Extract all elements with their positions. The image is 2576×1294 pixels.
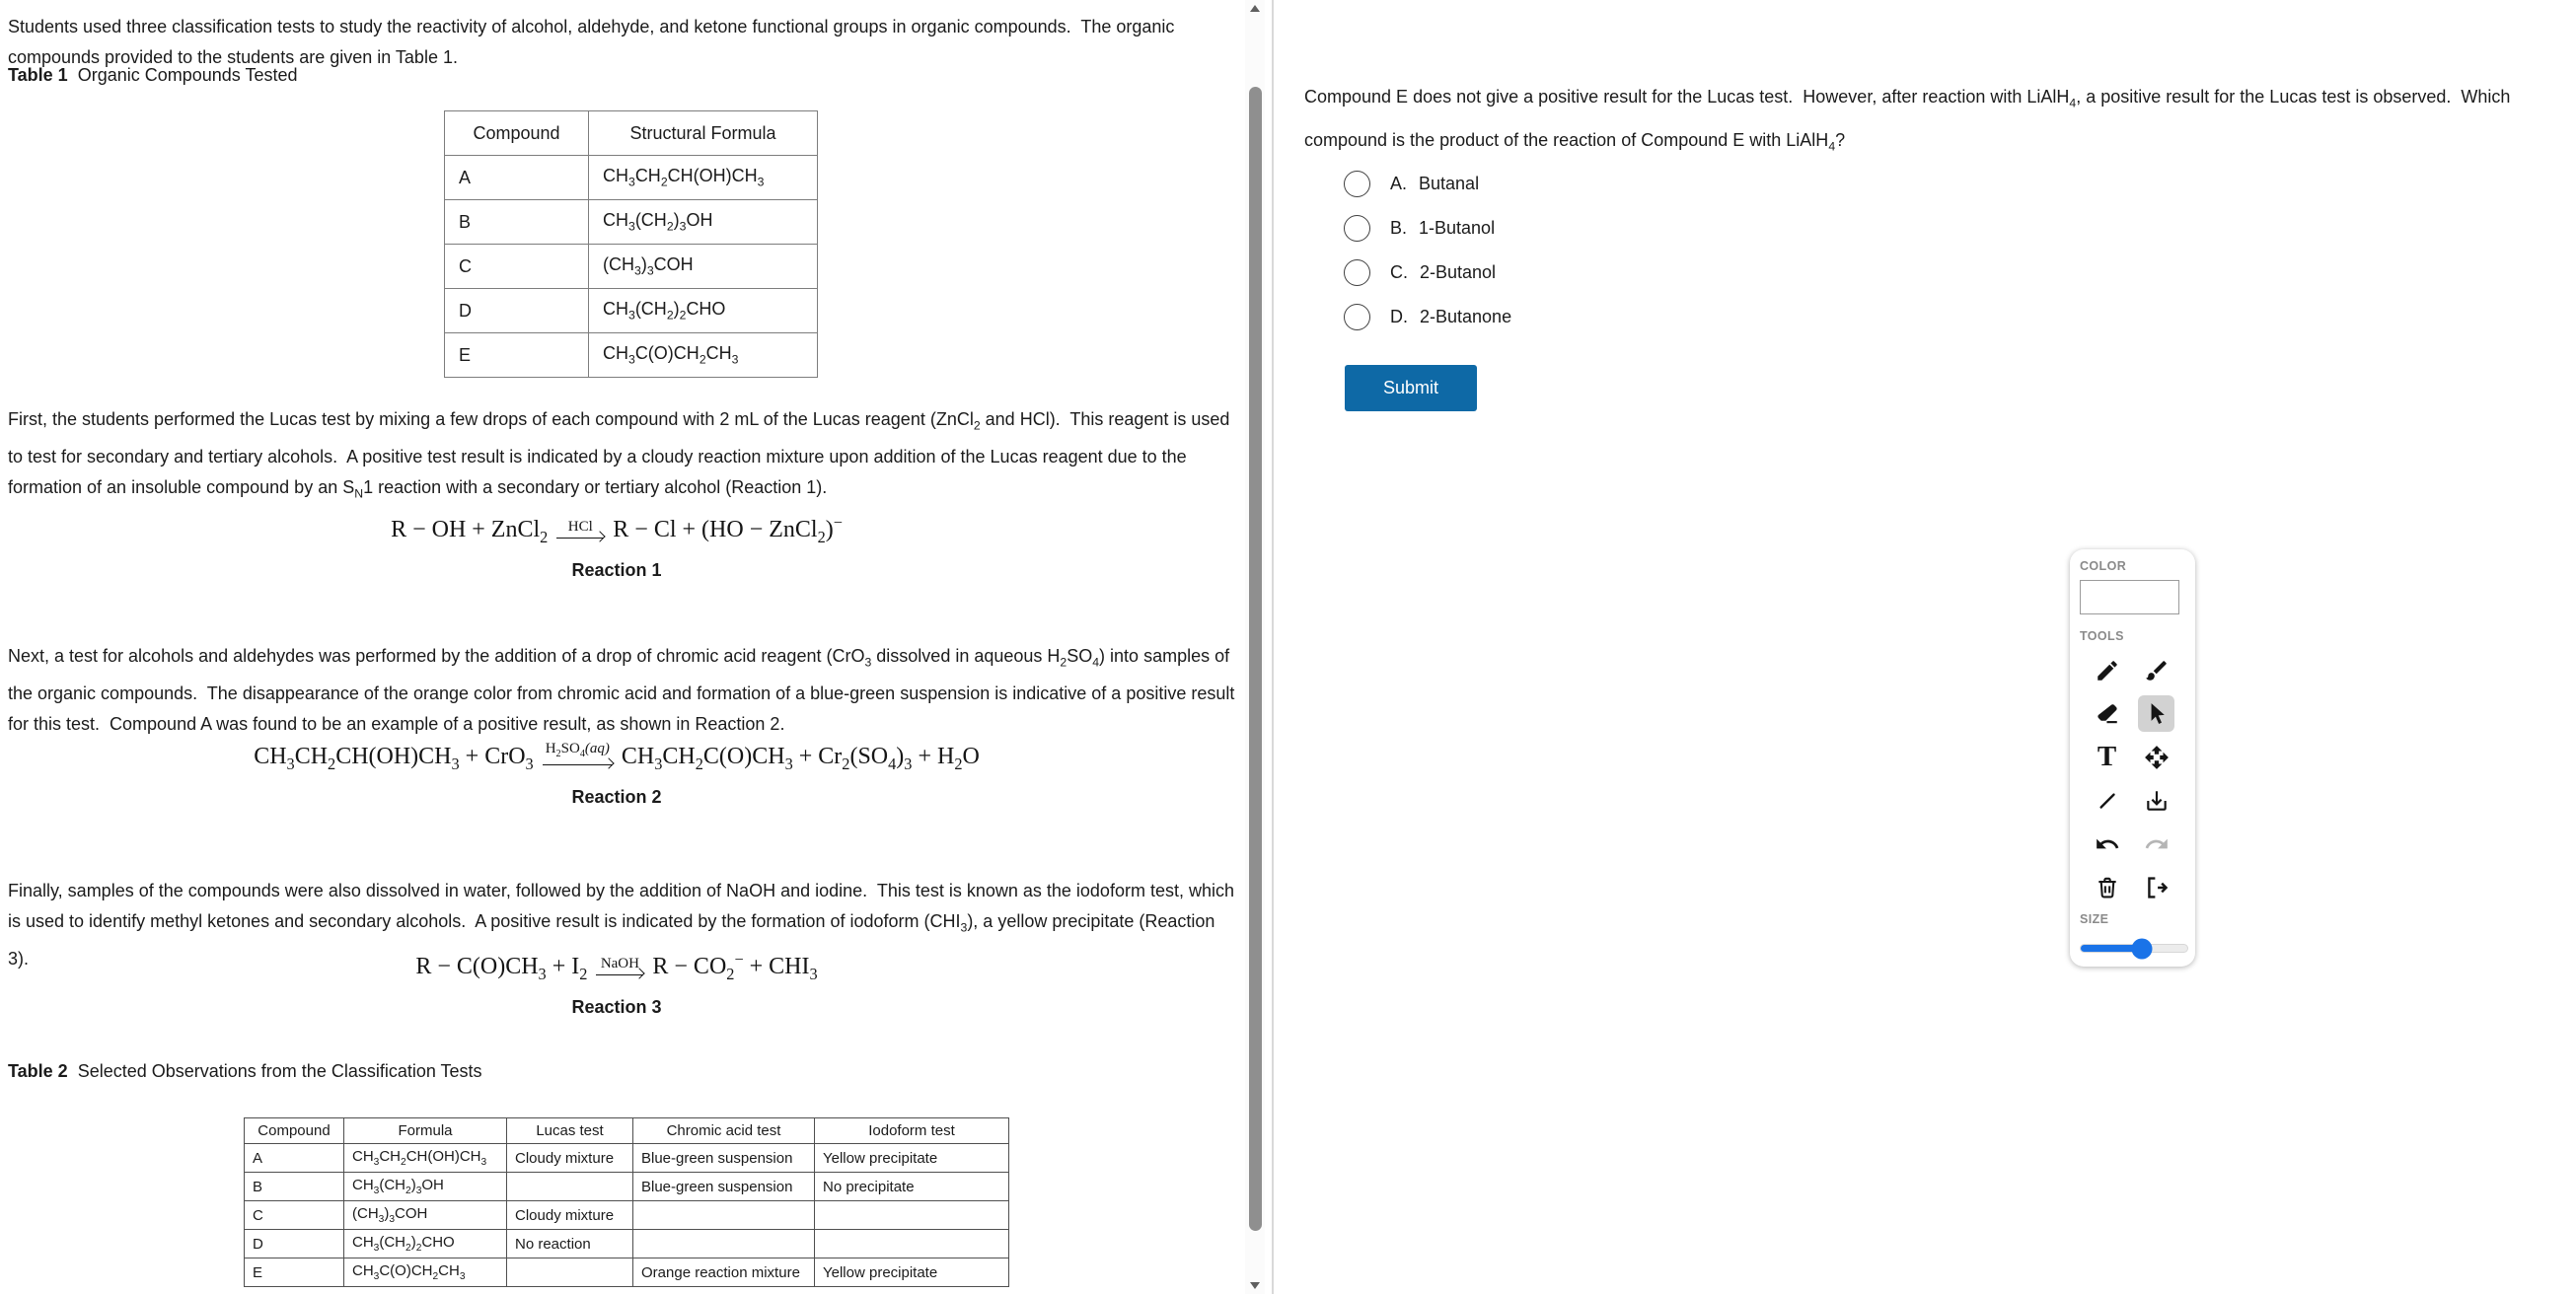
- table2-caption-text: Selected Observations from the Classification Tests: [77, 1061, 482, 1081]
- lucas-test-paragraph: First, the students performed the Lucas test by mixing a few drops of each compound with 2 mL of the Lucas reagent (ZnCl$_2$ and HCl). This reagent is used to test for secondary and tertiary alcohols. A positive test result is indicated by a cloudy reaction mixture upon addition of the Lucas reagent due to the formation of an insoluble compound by an $S_N1$ reaction with a secondary or tertiary alcohol (Reaction 1).: [8, 409, 1230, 501]
- table2-cell: [507, 1258, 633, 1287]
- reaction-1-lhs: R − OH + ZnCl$_2$: [391, 517, 549, 546]
- eraser-tool-button[interactable]: [2089, 695, 2125, 732]
- table2-cell: Yellow precipitate: [815, 1258, 1009, 1287]
- table2-header: Lucas test: [507, 1118, 633, 1144]
- table-row: [245, 1258, 1009, 1287]
- undo-tool-button[interactable]: [2089, 826, 2125, 862]
- table1-header-compound: Compound: [445, 111, 589, 156]
- table2-cell: E: [245, 1258, 344, 1287]
- reaction-3-rhs: $R - CO_2^- + CHI_3$: [652, 950, 818, 983]
- table2-cell: [815, 1201, 1009, 1230]
- reaction-arrow: [543, 741, 613, 774]
- table1-organic-compounds: [444, 110, 818, 378]
- table2-cell: [815, 1230, 1009, 1258]
- radio-button-d[interactable]: [1344, 304, 1370, 330]
- passage-panel: [0, 0, 1233, 1294]
- table2-cell: $CH_3CH_2CH(OH)CH_3$: [344, 1144, 507, 1173]
- table2-cell: Cloudy mixture: [507, 1144, 633, 1173]
- table1-cell: $CH_3(CH_2)_3OH$: [589, 200, 818, 245]
- table2-cell: Yellow precipitate: [815, 1144, 1009, 1173]
- size-section-label: SIZE: [2080, 912, 2109, 926]
- reaction-3-lhs: $R - C(O)CH_3 + I_2$: [415, 954, 588, 983]
- redo-icon: [2144, 831, 2170, 857]
- text-icon: T: [2097, 741, 2117, 772]
- table1-caption: [8, 65, 298, 86]
- trash-icon: [2095, 875, 2120, 900]
- table2-cell: Orange reaction mixture: [633, 1258, 815, 1287]
- reaction-2: [0, 741, 1233, 808]
- option-letter: D.: [1390, 306, 1408, 326]
- table1-cell: C: [445, 245, 589, 289]
- table-row: [245, 1173, 1009, 1201]
- reaction-1-label: Reaction 1: [571, 559, 662, 580]
- exit-tool-button[interactable]: [2138, 869, 2174, 905]
- right-arrow-icon: [596, 974, 643, 975]
- answer-option-c[interactable]: [1344, 258, 1496, 286]
- table1-cell: $(CH_3)_3COH$: [589, 245, 818, 289]
- option-text: 2-Butanol: [1420, 261, 1497, 282]
- tool-grid: [2089, 652, 2195, 905]
- eraser-icon: [2095, 701, 2120, 727]
- table2-cell: D: [245, 1230, 344, 1258]
- table2-cell: C: [245, 1201, 344, 1230]
- radio-button-b[interactable]: [1344, 215, 1370, 242]
- option-text: 1-Butanol: [1419, 217, 1496, 238]
- table2-cell: $CH_3C(O)CH_2CH_3$: [344, 1258, 507, 1287]
- table2-header: Compound: [245, 1118, 344, 1144]
- table2-cell: [633, 1230, 815, 1258]
- line-tool-button[interactable]: [2089, 782, 2125, 819]
- reaction-3-label: Reaction 3: [571, 996, 662, 1017]
- reaction-2-condition: $H_2SO_4(aq)$: [545, 741, 610, 759]
- right-arrow-icon: [543, 764, 613, 765]
- reaction-3-equation: [0, 950, 1233, 984]
- iodoform-paragraph: Finally, samples of the compounds were also dissolved in water, followed by the addition of NaOH and iodine. This test is known as the iodoform test, which is used to identify methyl ketones and secondary alcohols. A positive result is indicated by the formation of iodoform $(CHI_3)$, a yellow precipitate (Reaction 3).: [8, 881, 1234, 969]
- reaction-3-condition: NaOH: [600, 955, 639, 971]
- table2-header-row: [245, 1118, 1009, 1144]
- table1-cell: D: [445, 289, 589, 333]
- table1-cell: $CH_3C(O)CH_2CH_3$: [589, 333, 818, 378]
- scroll-up-arrow-icon[interactable]: [1250, 5, 1260, 12]
- cursor-tool-button[interactable]: [2138, 695, 2174, 732]
- save-tool-button[interactable]: [2138, 782, 2174, 819]
- table2-cell: Blue-green suspension: [633, 1144, 815, 1173]
- chromic-acid-paragraph: Next, a test for alcohols and aldehydes was performed by the addition of a drop of chromic acid reagent (CrO$_3$ dissolved in aqueous $H_2SO_4$) into samples of the organic compounds. The disappearance of the orange color from chromic acid and formation of a blue-green suspension is indicative of a positive result for this test. Compound A was found to be an example of a positive result, as shown in Reaction 2.: [8, 646, 1235, 734]
- tools-section-label: TOOLS: [2080, 629, 2124, 643]
- table2-cell: $CH_3(CH_2)_2CHO$: [344, 1230, 507, 1258]
- option-letter: B.: [1390, 217, 1408, 238]
- answer-option-a[interactable]: [1344, 170, 1479, 197]
- reaction-arrow: [596, 956, 643, 984]
- submit-button[interactable]: Submit: [1345, 365, 1477, 411]
- table-row: [245, 1144, 1009, 1173]
- reaction-3: [0, 950, 1233, 1018]
- slider-thumb[interactable]: [2131, 938, 2152, 959]
- table1-header-row: [445, 111, 818, 156]
- table1-cell: $CH_3(CH_2)_2CHO$: [589, 289, 818, 333]
- move-icon: [2144, 745, 2170, 770]
- download-icon: [2144, 788, 2170, 814]
- right-arrow-icon: [556, 538, 604, 539]
- table2-cell: B: [245, 1173, 344, 1201]
- reaction-1-rhs: R − Cl + (HO − ZnCl$_2$)−: [613, 513, 843, 546]
- scroll-down-arrow-icon[interactable]: [1250, 1282, 1260, 1289]
- intro-paragraph: Students used three classification tests to study the reactivity of alcohol, aldehyde, and ketone functional groups in organic compounds. The organic compounds provided to the students are given in Table 1.: [8, 17, 1175, 67]
- option-letter: A.: [1390, 173, 1408, 193]
- color-swatch[interactable]: [2080, 580, 2179, 614]
- highlighter-icon: [2144, 658, 2170, 683]
- option-letter: C.: [1390, 261, 1408, 282]
- table1-caption-text: Organic Compounds Tested: [77, 65, 298, 85]
- table1-cell: B: [445, 200, 589, 245]
- table1-cell: $CH_3CH_2CH(OH)CH_3$: [589, 156, 818, 200]
- question-text: Compound E does not give a positive result for the Lucas test. However, after reaction with LiAlH$_4$, a positive result for the Lucas test is observed. Which compound is the product of the reaction of Compound E with LiAlH$_4$?: [1304, 87, 2511, 154]
- table2-cell: A: [245, 1144, 344, 1173]
- highlighter-tool-button[interactable]: [2138, 652, 2174, 688]
- table2-cell: [633, 1201, 815, 1230]
- table2-observations: [244, 1117, 1009, 1287]
- table2-cell: Cloudy mixture: [507, 1201, 633, 1230]
- table-row: [445, 289, 818, 333]
- cursor-icon: [2144, 701, 2170, 727]
- color-section-label: COLOR: [2080, 559, 2127, 573]
- reaction-2-label: Reaction 2: [571, 787, 662, 807]
- reaction-2-equation: [0, 741, 1233, 774]
- move-tool-button[interactable]: [2138, 739, 2174, 775]
- table-row: [445, 245, 818, 289]
- reaction-2-lhs: $CH_3CH_2CH(OH)CH_3 + CrO_3$: [254, 744, 534, 773]
- radio-button-a[interactable]: [1344, 171, 1370, 197]
- line-icon: [2095, 788, 2120, 814]
- table2-cell: Blue-green suspension: [633, 1173, 815, 1201]
- table-row: [445, 333, 818, 378]
- table2-caption: [8, 1061, 482, 1082]
- radio-button-c[interactable]: [1344, 259, 1370, 286]
- table-row: [445, 156, 818, 200]
- table-row: [445, 200, 818, 245]
- table2-header: Iodoform test: [815, 1118, 1009, 1144]
- undo-icon: [2095, 831, 2120, 857]
- reaction-1-equation: [0, 513, 1233, 547]
- scrollbar-thumb[interactable]: [1249, 87, 1262, 1231]
- answer-option-d[interactable]: [1344, 303, 1511, 330]
- option-text: 2-Butanone: [1420, 306, 1512, 326]
- reaction-arrow: [556, 519, 604, 547]
- panel-divider: [1272, 0, 1274, 1294]
- table2-cell: $(CH_3)_3COH$: [344, 1201, 507, 1230]
- size-slider[interactable]: [2080, 944, 2188, 953]
- table2-cell: [507, 1173, 633, 1201]
- table-row: [245, 1201, 1009, 1230]
- table2-header: Formula: [344, 1118, 507, 1144]
- table2-cell: No reaction: [507, 1230, 633, 1258]
- reaction-1-condition: HCl: [567, 518, 593, 535]
- table1-caption-label: Table 1: [8, 65, 68, 85]
- trash-tool-button[interactable]: [2089, 869, 2125, 905]
- answer-option-b[interactable]: [1344, 214, 1495, 242]
- passage-scrollbar[interactable]: [1245, 0, 1265, 1294]
- reaction-2-rhs: $CH_3CH_2C(O)CH_3 + Cr_2(SO_4)_3 + H_2O$: [621, 744, 980, 773]
- table1-header-formula: Structural Formula: [589, 111, 818, 156]
- table2-caption-label: Table 2: [8, 1061, 68, 1081]
- reaction-1: [0, 513, 1233, 581]
- table-row: [245, 1230, 1009, 1258]
- option-text: Butanal: [1419, 173, 1480, 193]
- text-tool-button[interactable]: [2089, 739, 2125, 775]
- annotation-toolbar: [2070, 549, 2195, 967]
- table1-cell: A: [445, 156, 589, 200]
- pen-tool-button[interactable]: [2089, 652, 2125, 688]
- redo-tool-button[interactable]: [2138, 826, 2174, 862]
- table2-header: Chromic acid test: [633, 1118, 815, 1144]
- pen-icon: [2095, 658, 2120, 683]
- table2-cell: No precipitate: [815, 1173, 1009, 1201]
- table1-cell: E: [445, 333, 589, 378]
- table2-cell: $CH_3(CH_2)_3OH$: [344, 1173, 507, 1201]
- exit-icon: [2144, 875, 2170, 900]
